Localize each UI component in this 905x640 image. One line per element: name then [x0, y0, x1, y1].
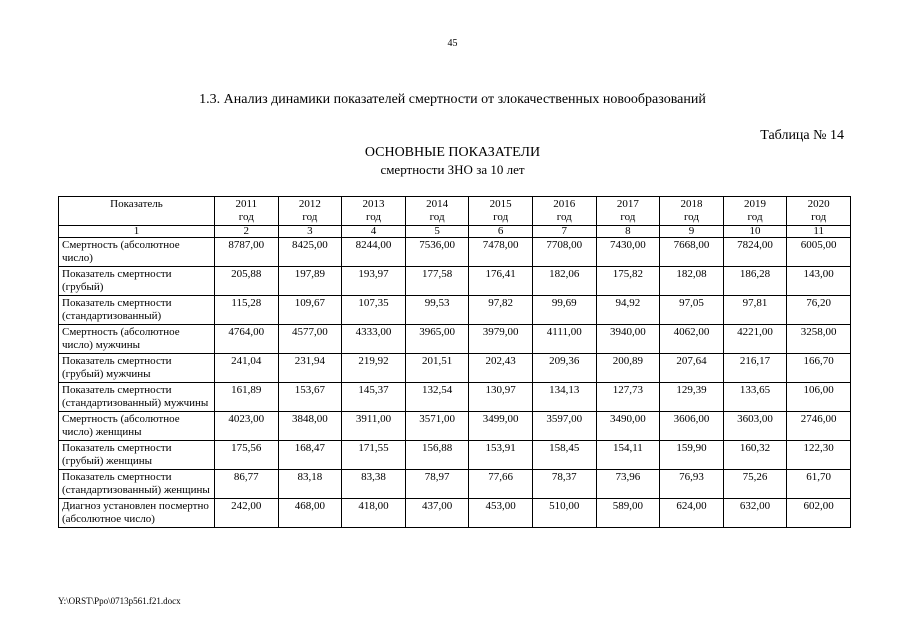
header-year: [596, 197, 660, 226]
cell-value: 176,41: [469, 267, 533, 296]
year-label: 2019: [744, 198, 767, 210]
header-year: [660, 197, 724, 226]
column-index: 8: [596, 226, 660, 238]
cell-value: 78,97: [405, 470, 469, 499]
cell-value: 177,58: [405, 267, 469, 296]
year-label: 2015: [489, 198, 512, 210]
year-label: 2018: [680, 198, 703, 210]
year-word: год: [620, 211, 636, 223]
cell-value: 6005,00: [787, 238, 851, 267]
row-label: Смертность (абсолютное число) женщины: [59, 412, 215, 441]
cell-value: 437,00: [405, 499, 469, 528]
header-year: [787, 197, 851, 226]
table-row: [59, 470, 851, 499]
cell-value: 7708,00: [532, 238, 596, 267]
cell-value: 624,00: [660, 499, 724, 528]
cell-value: 200,89: [596, 354, 660, 383]
year-word: год: [429, 211, 445, 223]
table-subtitle: смертности ЗНО за 10 лет: [380, 162, 525, 177]
header-year: [342, 197, 406, 226]
cell-value: 97,05: [660, 296, 724, 325]
cell-value: 182,06: [532, 267, 596, 296]
cell-value: 8787,00: [215, 238, 279, 267]
year-label: 2014: [426, 198, 449, 210]
header-year: [278, 197, 342, 226]
cell-value: 115,28: [215, 296, 279, 325]
column-index: 4: [342, 226, 406, 238]
column-index: 9: [660, 226, 724, 238]
cell-value: 153,67: [278, 383, 342, 412]
year-word: год: [493, 211, 509, 223]
year-word: год: [238, 211, 254, 223]
year-word: год: [747, 211, 763, 223]
row-label: Показатель смертности (стандартизованный) мужчины: [59, 383, 215, 412]
table-number: Таблица № 14: [760, 128, 844, 143]
cell-value: 7668,00: [660, 238, 724, 267]
cell-value: 205,88: [215, 267, 279, 296]
cell-value: 3258,00: [787, 325, 851, 354]
cell-value: 143,00: [787, 267, 851, 296]
table-row: [59, 325, 851, 354]
cell-value: 99,53: [405, 296, 469, 325]
cell-value: 3490,00: [596, 412, 660, 441]
cell-value: 3571,00: [405, 412, 469, 441]
year-label: 2017: [616, 198, 639, 210]
cell-value: 202,43: [469, 354, 533, 383]
row-label: Показатель смертности (стандартизованный): [59, 296, 215, 325]
cell-value: 97,82: [469, 296, 533, 325]
header-year: [215, 197, 279, 226]
cell-value: 158,45: [532, 441, 596, 470]
cell-value: 175,82: [596, 267, 660, 296]
header-indicator: Показатель: [59, 197, 215, 226]
cell-value: 209,36: [532, 354, 596, 383]
cell-value: 130,97: [469, 383, 533, 412]
cell-value: 3597,00: [532, 412, 596, 441]
year-label: 2012: [298, 198, 321, 210]
year-word: год: [811, 211, 827, 223]
cell-value: 602,00: [787, 499, 851, 528]
table-row: [59, 441, 851, 470]
table-row: [59, 383, 851, 412]
row-label: Показатель смертности (грубый) женщины: [59, 441, 215, 470]
cell-value: 241,04: [215, 354, 279, 383]
cell-value: 8244,00: [342, 238, 406, 267]
year-label: 2013: [362, 198, 385, 210]
cell-value: 632,00: [723, 499, 787, 528]
cell-value: 75,26: [723, 470, 787, 499]
cell-value: 145,37: [342, 383, 406, 412]
cell-value: 97,81: [723, 296, 787, 325]
cell-value: 8425,00: [278, 238, 342, 267]
cell-value: 4577,00: [278, 325, 342, 354]
table-row: [59, 412, 851, 441]
cell-value: 107,35: [342, 296, 406, 325]
table-row: [59, 499, 851, 528]
page-number: 45: [447, 38, 458, 49]
header-year: [723, 197, 787, 226]
cell-value: 3606,00: [660, 412, 724, 441]
cell-value: 3848,00: [278, 412, 342, 441]
year-word: год: [683, 211, 699, 223]
year-label: 2011: [235, 198, 258, 210]
header-year: [532, 197, 596, 226]
cell-value: 99,69: [532, 296, 596, 325]
cell-value: 73,96: [596, 470, 660, 499]
cell-value: 7536,00: [405, 238, 469, 267]
cell-value: 7478,00: [469, 238, 533, 267]
column-index: 7: [532, 226, 596, 238]
cell-value: 83,18: [278, 470, 342, 499]
cell-value: 207,64: [660, 354, 724, 383]
row-label: Показатель смертности (стандартизованный) женщины: [59, 470, 215, 499]
column-index-row: [59, 226, 851, 238]
cell-value: 3911,00: [342, 412, 406, 441]
row-label: Диагноз установлен посмертно (абсолютное число): [59, 499, 215, 528]
cell-value: 161,89: [215, 383, 279, 412]
cell-value: 61,70: [787, 470, 851, 499]
cell-value: 166,70: [787, 354, 851, 383]
cell-value: 171,55: [342, 441, 406, 470]
cell-value: 78,37: [532, 470, 596, 499]
cell-value: 132,54: [405, 383, 469, 412]
cell-value: 77,66: [469, 470, 533, 499]
cell-value: 83,38: [342, 470, 406, 499]
column-index: 10: [723, 226, 787, 238]
cell-value: 4062,00: [660, 325, 724, 354]
year-word: год: [365, 211, 381, 223]
cell-value: 182,08: [660, 267, 724, 296]
cell-value: 3603,00: [723, 412, 787, 441]
table-row: [59, 238, 851, 267]
table-row: [59, 296, 851, 325]
cell-value: 3499,00: [469, 412, 533, 441]
header-year: [469, 197, 533, 226]
cell-value: 4221,00: [723, 325, 787, 354]
cell-value: 154,11: [596, 441, 660, 470]
table-header-row: [59, 197, 851, 226]
cell-value: 153,91: [469, 441, 533, 470]
footer-file-path: Y:\ORST\Ppo\0713p561.f21.docx: [58, 596, 181, 606]
year-label: 2020: [807, 198, 830, 210]
column-index: 3: [278, 226, 342, 238]
cell-value: 168,47: [278, 441, 342, 470]
table-title: ОСНОВНЫЕ ПОКАЗАТЕЛИ: [364, 145, 541, 160]
cell-value: 129,39: [660, 383, 724, 412]
cell-value: 156,88: [405, 441, 469, 470]
cell-value: 4111,00: [532, 325, 596, 354]
cell-value: 76,20: [787, 296, 851, 325]
section-heading: 1.3. Анализ динамики показателей смертности от злокачественных новообразований: [199, 92, 706, 107]
cell-value: 219,92: [342, 354, 406, 383]
cell-value: 186,28: [723, 267, 787, 296]
table-body: [59, 238, 851, 528]
cell-value: 3979,00: [469, 325, 533, 354]
cell-value: 134,13: [532, 383, 596, 412]
cell-value: 175,56: [215, 441, 279, 470]
header-year: [405, 197, 469, 226]
table-row: [59, 267, 851, 296]
cell-value: 109,67: [278, 296, 342, 325]
row-label: Показатель смертности (грубый): [59, 267, 215, 296]
cell-value: 133,65: [723, 383, 787, 412]
cell-value: 242,00: [215, 499, 279, 528]
cell-value: 4333,00: [342, 325, 406, 354]
year-word: год: [302, 211, 318, 223]
cell-value: 76,93: [660, 470, 724, 499]
cell-value: 193,97: [342, 267, 406, 296]
year-label: 2016: [553, 198, 576, 210]
row-label: Смертность (абсолютное число): [59, 238, 215, 267]
cell-value: 4023,00: [215, 412, 279, 441]
cell-value: 418,00: [342, 499, 406, 528]
cell-value: 106,00: [787, 383, 851, 412]
column-index: 6: [469, 226, 533, 238]
column-index: 11: [787, 226, 851, 238]
cell-value: 468,00: [278, 499, 342, 528]
mortality-table: [58, 196, 851, 528]
cell-value: 7430,00: [596, 238, 660, 267]
cell-value: 94,92: [596, 296, 660, 325]
cell-value: 3965,00: [405, 325, 469, 354]
year-word: год: [556, 211, 572, 223]
cell-value: 2746,00: [787, 412, 851, 441]
cell-value: 201,51: [405, 354, 469, 383]
cell-value: 4764,00: [215, 325, 279, 354]
cell-value: 122,30: [787, 441, 851, 470]
cell-value: 589,00: [596, 499, 660, 528]
cell-value: 453,00: [469, 499, 533, 528]
row-label: Смертность (абсолютное число) мужчины: [59, 325, 215, 354]
cell-value: 216,17: [723, 354, 787, 383]
cell-value: 197,89: [278, 267, 342, 296]
column-index: 2: [215, 226, 279, 238]
cell-value: 510,00: [532, 499, 596, 528]
cell-value: 86,77: [215, 470, 279, 499]
cell-value: 231,94: [278, 354, 342, 383]
cell-value: 159,90: [660, 441, 724, 470]
table-row: [59, 354, 851, 383]
column-index: 5: [405, 226, 469, 238]
row-label: Показатель смертности (грубый) мужчины: [59, 354, 215, 383]
cell-value: 7824,00: [723, 238, 787, 267]
cell-value: 160,32: [723, 441, 787, 470]
cell-value: 127,73: [596, 383, 660, 412]
cell-value: 3940,00: [596, 325, 660, 354]
column-index: 1: [59, 226, 215, 238]
